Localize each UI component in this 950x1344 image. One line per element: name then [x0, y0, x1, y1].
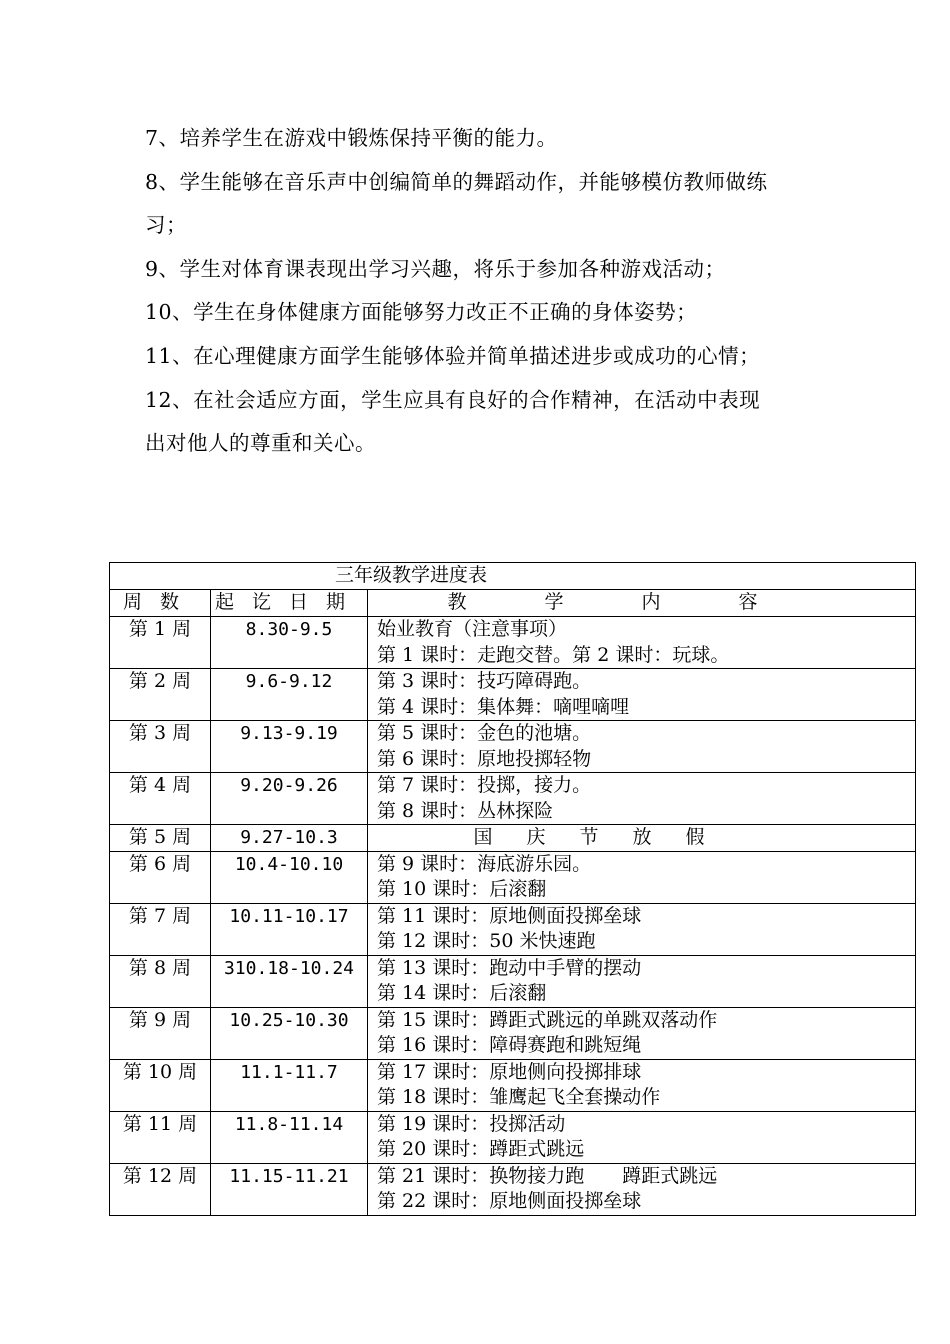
table-row — [110, 617, 916, 669]
table-header-row — [110, 590, 916, 617]
paragraph-line: 出对他人的尊重和关心。 — [145, 431, 376, 456]
paragraph-line: 10、学生在身体健康方面能够努力改正不正确的身体姿势； — [145, 300, 698, 325]
content-line: 第 6 课时：原地投掷轻物 — [377, 747, 592, 770]
week-cell: 第 10 周 — [110, 1059, 211, 1111]
content-line: 第 10 课时：后滚翻 — [377, 878, 547, 900]
week-cell: 第 7 周 — [110, 903, 211, 955]
date-cell: 9.13-9.19 — [211, 721, 368, 773]
table-row — [110, 851, 916, 903]
content-line: 第 19 课时：投掷活动 — [377, 1112, 566, 1135]
content-cell — [368, 1163, 916, 1215]
content-line: 第 22 课时：原地侧面投掷垒球 — [377, 1190, 642, 1212]
content-line: 第 4 课时：集体舞：嘀哩嘀哩 — [377, 695, 630, 718]
week-cell: 第 5 周 — [110, 825, 211, 852]
content-cell — [368, 669, 916, 721]
header-week: 周数 — [110, 590, 211, 617]
table-row — [110, 955, 916, 1007]
content-cell — [368, 1111, 916, 1163]
table-row — [110, 1111, 916, 1163]
date-cell: 10.11-10.17 — [211, 903, 368, 955]
week-cell: 第 4 周 — [110, 773, 211, 825]
paragraph-line: 7、培养学生在游戏中锻炼保持平衡的能力。 — [145, 126, 558, 150]
content-line: 第 17 课时：原地侧向投掷排球 — [377, 1060, 642, 1083]
content-line: 第 7 课时：投掷，接力。 — [377, 774, 592, 796]
week-cell: 第 9 周 — [110, 1007, 211, 1059]
content-cell — [368, 1059, 916, 1111]
header-content: 教学内容 — [368, 590, 916, 617]
date-cell: 9.27-10.3 — [211, 825, 368, 852]
table-row — [110, 1163, 916, 1215]
content-line: 第 3 课时：技巧障碍跑。 — [377, 670, 592, 692]
paragraph-line: 12、在社会适应方面，学生应具有良好的合作精神，在活动中表现 — [145, 387, 761, 412]
date-cell: 11.1-11.7 — [211, 1059, 368, 1111]
content-cell — [368, 903, 916, 955]
content-line: 第 5 课时：金色的池塘。 — [377, 722, 592, 744]
paragraph-line: 11、在心理健康方面学生能够体验并简单描述进步或成功的心情； — [145, 343, 761, 368]
week-cell: 第 1 周 — [110, 617, 211, 669]
content-line: 第 16 课时：障碍赛跑和跳短绳 — [377, 1034, 642, 1056]
week-cell: 第 12 周 — [110, 1163, 211, 1215]
content-cell — [368, 955, 916, 1007]
date-cell: 11.15-11.21 — [211, 1163, 368, 1215]
table-row — [110, 773, 916, 825]
table-row — [110, 669, 916, 721]
week-cell: 第 8 周 — [110, 955, 211, 1007]
content-line: 第 1 课时：走跑交替。第 2 课时：玩球。 — [377, 643, 730, 666]
content-cell — [368, 617, 916, 669]
content-line: 第 18 课时：雏鹰起飞全套操动作 — [377, 1086, 661, 1108]
date-cell: 310.18-10.24 — [211, 955, 368, 1007]
content-line: 第 21 课时：换物接力跑 蹲距式跳远 — [377, 1164, 718, 1187]
date-cell: 10.25-10.30 — [211, 1007, 368, 1059]
content-cell — [368, 773, 916, 825]
content-line: 第 14 课时：后滚翻 — [377, 982, 547, 1004]
table-row-holiday — [110, 825, 916, 852]
content-line: 第 15 课时：蹲距式跳远的单跳双落动作 — [377, 1008, 718, 1031]
date-cell: 9.20-9.26 — [211, 773, 368, 825]
week-cell: 第 2 周 — [110, 669, 211, 721]
table-row — [110, 1007, 916, 1059]
date-cell: 11.8-11.14 — [211, 1111, 368, 1163]
content-line: 第 11 课时：原地侧面投掷垒球 — [377, 904, 642, 927]
schedule-table — [109, 562, 916, 1216]
content-cell — [368, 1007, 916, 1059]
table-title: 三年级教学进度表 — [110, 563, 916, 590]
header-dates: 起讫日期 — [211, 590, 368, 617]
paragraph-line: 8、学生能够在音乐声中创编简单的舞蹈动作，并能够模仿教师做练 — [145, 169, 768, 194]
date-cell: 8.30-9.5 — [211, 617, 368, 669]
content-line: 第 8 课时：丛林探险 — [377, 799, 554, 822]
table-row — [110, 903, 916, 955]
content-line: 第 12 课时：50 米快速跑 — [377, 930, 596, 952]
week-cell: 第 3 周 — [110, 721, 211, 773]
content-line: 第 20 课时：蹲距式跳远 — [377, 1138, 585, 1160]
paragraph-line: 习； — [145, 213, 187, 238]
table-title-row — [110, 563, 916, 590]
table-row — [110, 1059, 916, 1111]
date-cell: 9.6-9.12 — [211, 669, 368, 721]
week-cell: 第 6 周 — [110, 851, 211, 903]
objectives-text — [145, 117, 825, 466]
content-cell — [368, 721, 916, 773]
content-line: 第 13 课时：跑动中手臂的摆动 — [377, 956, 642, 979]
content-line: 始业教育（注意事项） — [377, 618, 568, 640]
date-cell: 10.4-10.10 — [211, 851, 368, 903]
holiday-cell: 国庆节放假 — [368, 825, 916, 852]
table-row — [110, 721, 916, 773]
paragraph-line: 9、学生对体育课表现出学习兴趣，将乐于参加各种游戏活动； — [145, 256, 726, 281]
content-cell — [368, 851, 916, 903]
content-line: 第 9 课时：海底游乐园。 — [377, 852, 592, 875]
week-cell: 第 11 周 — [110, 1111, 211, 1163]
